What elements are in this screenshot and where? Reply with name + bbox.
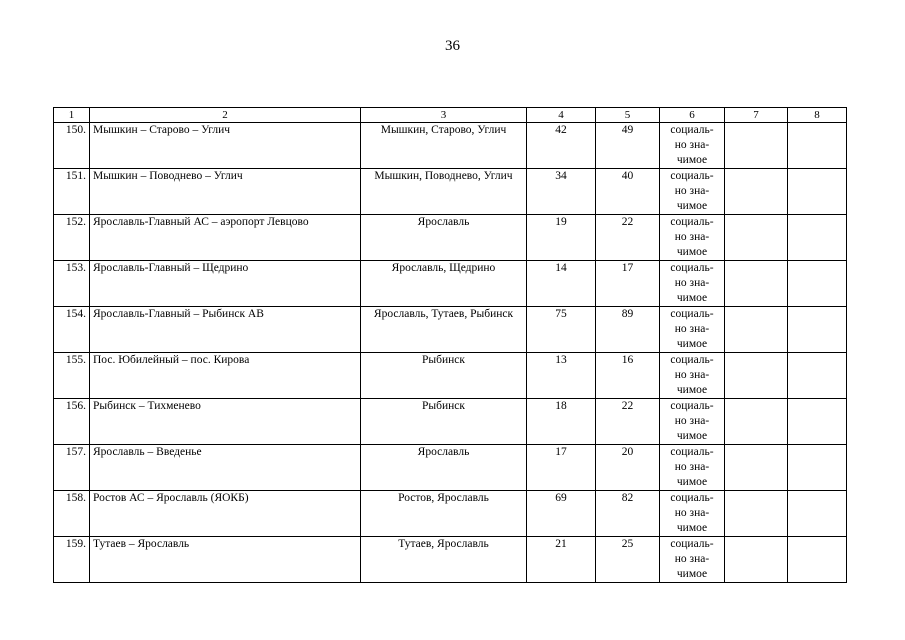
column-8-cell [788, 123, 847, 169]
route-type-line: социаль- [670, 308, 714, 320]
header-cell: 2 [90, 108, 361, 123]
route-type-line: но зна- [674, 507, 710, 519]
route-type-cell [660, 353, 725, 399]
route-type-line: чимое [676, 338, 708, 350]
route-stops-cell: Ярославль [361, 445, 527, 491]
table-row [54, 399, 847, 445]
route-type-cell [660, 215, 725, 261]
table-row [54, 215, 847, 261]
header-cell: 8 [788, 108, 847, 123]
route-type-line: но зна- [674, 139, 710, 151]
route-type-line: но зна- [674, 415, 710, 427]
route-type-line: чимое [676, 522, 708, 534]
route-type-cell [660, 307, 725, 353]
column-5-value-cell: 22 [596, 399, 660, 445]
column-7-cell [725, 215, 788, 261]
column-8-cell [788, 307, 847, 353]
column-5-value-cell: 40 [596, 169, 660, 215]
route-type-line: чимое [676, 292, 708, 304]
route-type-line: но зна- [674, 277, 710, 289]
route-name-cell: Ярославль-Главный – Рыбинск АВ [90, 307, 361, 353]
column-4-value-cell: 69 [527, 491, 596, 537]
column-8-cell [788, 537, 847, 583]
row-number-cell: 154. [54, 307, 90, 353]
header-cell: 7 [725, 108, 788, 123]
table-row [54, 445, 847, 491]
column-4-value-cell: 19 [527, 215, 596, 261]
route-type-line: чимое [676, 384, 708, 396]
route-type-line: социаль- [670, 400, 714, 412]
column-4-value-cell: 18 [527, 399, 596, 445]
row-number-cell: 151. [54, 169, 90, 215]
route-stops-cell: Мышкин, Старово, Углич [361, 123, 527, 169]
route-type-line: чимое [676, 568, 708, 580]
table-row [54, 307, 847, 353]
route-type-line: но зна- [674, 369, 710, 381]
column-7-cell [725, 491, 788, 537]
route-name-cell: Ярославль – Введенье [90, 445, 361, 491]
column-7-cell [725, 399, 788, 445]
route-type-line: социаль- [670, 262, 714, 274]
route-stops-cell: Ярославль, Тутаев, Рыбинск [361, 307, 527, 353]
row-number-cell: 159. [54, 537, 90, 583]
column-5-value-cell: 49 [596, 123, 660, 169]
column-7-cell [725, 261, 788, 307]
route-stops-cell: Мышкин, Поводнево, Углич [361, 169, 527, 215]
route-type-line: но зна- [674, 323, 710, 335]
row-number-cell: 150. [54, 123, 90, 169]
row-number-cell: 156. [54, 399, 90, 445]
column-4-value-cell: 14 [527, 261, 596, 307]
row-number-cell: 152. [54, 215, 90, 261]
header-cell: 3 [361, 108, 527, 123]
route-stops-cell: Рыбинск [361, 353, 527, 399]
column-8-cell [788, 399, 847, 445]
route-type-line: но зна- [674, 185, 710, 197]
column-7-cell [725, 445, 788, 491]
route-name-cell: Ярославль-Главный АС – аэропорт Левцово [90, 215, 361, 261]
header-cell: 5 [596, 108, 660, 123]
column-8-cell [788, 353, 847, 399]
column-4-value-cell: 13 [527, 353, 596, 399]
route-type-line: социаль- [670, 492, 714, 504]
route-type-cell [660, 537, 725, 583]
column-5-value-cell: 22 [596, 215, 660, 261]
route-stops-cell: Рыбинск [361, 399, 527, 445]
column-8-cell [788, 261, 847, 307]
column-4-value-cell: 21 [527, 537, 596, 583]
route-type-line: чимое [676, 476, 708, 488]
route-stops-cell: Ярославль, Щедрино [361, 261, 527, 307]
column-7-cell [725, 307, 788, 353]
column-4-value-cell: 75 [527, 307, 596, 353]
route-type-cell [660, 399, 725, 445]
column-5-value-cell: 25 [596, 537, 660, 583]
column-5-value-cell: 16 [596, 353, 660, 399]
column-8-cell [788, 445, 847, 491]
column-5-value-cell: 17 [596, 261, 660, 307]
column-8-cell [788, 215, 847, 261]
route-name-cell: Рыбинск – Тихменево [90, 399, 361, 445]
table-row [54, 123, 847, 169]
column-5-value-cell: 82 [596, 491, 660, 537]
column-7-cell [725, 353, 788, 399]
route-name-cell: Пос. Юбилейный – пос. Кирова [90, 353, 361, 399]
route-stops-cell: Ростов, Ярославль [361, 491, 527, 537]
header-cell: 6 [660, 108, 725, 123]
routes-table [53, 107, 847, 583]
route-type-line: чимое [676, 430, 708, 442]
route-type-cell [660, 123, 725, 169]
page-number: 36 [445, 38, 460, 54]
row-number-cell: 157. [54, 445, 90, 491]
route-stops-cell: Тутаев, Ярославль [361, 537, 527, 583]
row-number-cell: 155. [54, 353, 90, 399]
table-row [54, 261, 847, 307]
route-type-line: чимое [676, 246, 708, 258]
route-name-cell: Мышкин – Старово – Углич [90, 123, 361, 169]
route-type-line: но зна- [674, 461, 710, 473]
route-type-line: чимое [676, 154, 708, 166]
header-cell: 1 [54, 108, 90, 123]
table-body [54, 123, 847, 583]
route-stops-cell: Ярославль [361, 215, 527, 261]
table-row [54, 353, 847, 399]
column-4-value-cell: 34 [527, 169, 596, 215]
route-type-line: но зна- [674, 231, 710, 243]
header-row [54, 108, 847, 123]
column-7-cell [725, 123, 788, 169]
row-number-cell: 153. [54, 261, 90, 307]
table-row [54, 491, 847, 537]
route-type-line: социаль- [670, 216, 714, 228]
column-7-cell [725, 537, 788, 583]
route-type-line: социаль- [670, 538, 714, 550]
column-7-cell [725, 169, 788, 215]
route-name-cell: Ростов АС – Ярославль (ЯОКБ) [90, 491, 361, 537]
route-name-cell: Тутаев – Ярославль [90, 537, 361, 583]
column-4-value-cell: 42 [527, 123, 596, 169]
column-8-cell [788, 491, 847, 537]
route-type-cell [660, 261, 725, 307]
route-type-line: социаль- [670, 446, 714, 458]
table-row [54, 169, 847, 215]
route-type-line: но зна- [674, 553, 710, 565]
route-name-cell: Мышкин – Поводнево – Углич [90, 169, 361, 215]
route-type-cell [660, 445, 725, 491]
route-type-line: чимое [676, 200, 708, 212]
column-5-value-cell: 20 [596, 445, 660, 491]
route-type-line: социаль- [670, 124, 714, 136]
route-type-cell [660, 491, 725, 537]
column-8-cell [788, 169, 847, 215]
route-type-cell [660, 169, 725, 215]
route-name-cell: Ярославль-Главный – Щедрино [90, 261, 361, 307]
route-type-line: социаль- [670, 354, 714, 366]
column-5-value-cell: 89 [596, 307, 660, 353]
table-row [54, 537, 847, 583]
route-type-line: социаль- [670, 170, 714, 182]
header-cell: 4 [527, 108, 596, 123]
row-number-cell: 158. [54, 491, 90, 537]
column-4-value-cell: 17 [527, 445, 596, 491]
